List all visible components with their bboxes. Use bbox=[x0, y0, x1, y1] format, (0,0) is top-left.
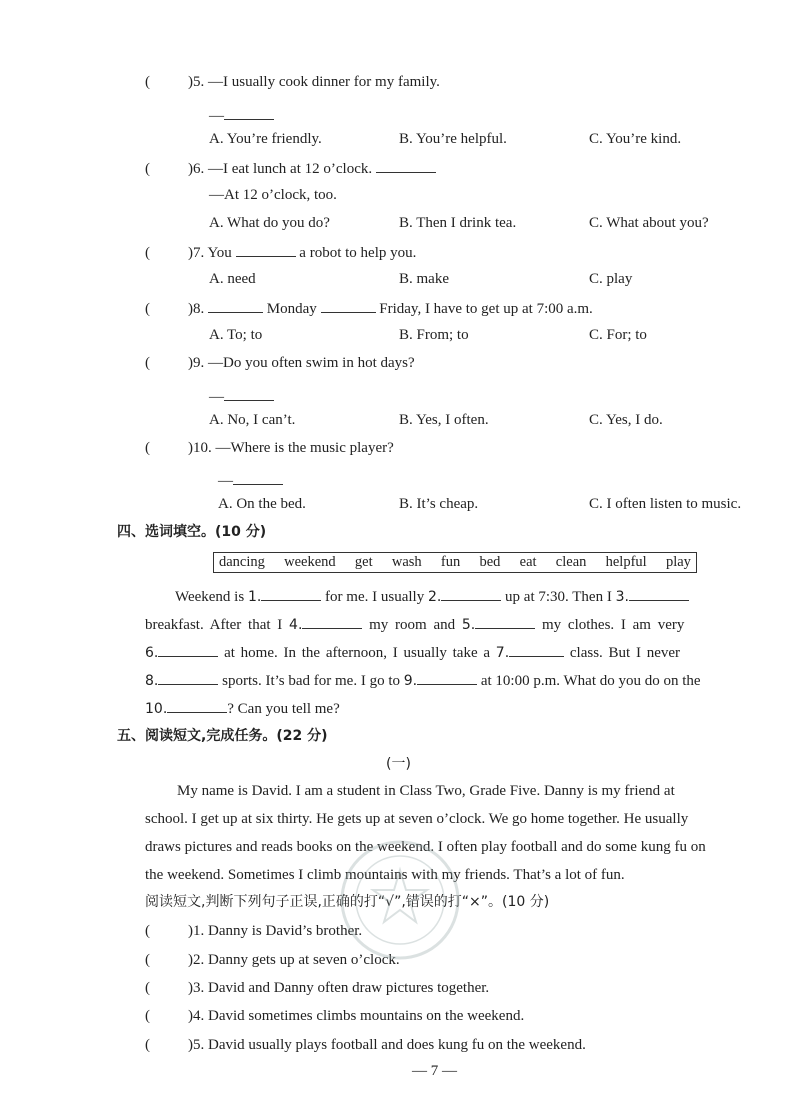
q-stem: —I eat lunch at 12 o’clock. bbox=[208, 161, 373, 177]
question-7: ( )7. You a robot to help you. bbox=[145, 242, 416, 262]
cloze-blank[interactable] bbox=[417, 670, 477, 685]
option-a: A. No, I can’t. bbox=[209, 412, 296, 428]
cloze-blank[interactable] bbox=[629, 586, 689, 601]
tf-item: ( )4. David sometimes climbs mountains on the weekend. bbox=[145, 1008, 525, 1024]
part-label: (一) bbox=[386, 756, 411, 772]
option-b: B. It’s cheap. bbox=[399, 496, 479, 512]
option-a: A. What do you do? bbox=[209, 215, 330, 231]
word-bank-item: dancing bbox=[219, 554, 265, 570]
question-5 bbox=[145, 73, 440, 91]
option-c: C. play bbox=[589, 271, 633, 287]
answer-blank[interactable] bbox=[236, 242, 296, 257]
cloze-blank[interactable] bbox=[509, 642, 564, 657]
reply-line: — bbox=[209, 386, 274, 406]
option-b: B. Then I drink tea. bbox=[399, 215, 517, 231]
reply-line: —At 12 o’clock, too. bbox=[209, 187, 337, 203]
cloze-line-5: 10. ? Can you tell me? bbox=[145, 698, 340, 718]
option-c: C. For; to bbox=[589, 327, 647, 343]
passage-line: school. I get up at six thirty. He gets up at seven o’clock. We go home together. He usually bbox=[145, 811, 689, 827]
q-stem: —Do you often swim in hot days? bbox=[208, 355, 415, 371]
paren: ( bbox=[145, 74, 150, 90]
answer-blank[interactable] bbox=[376, 158, 436, 173]
word-bank-item: get bbox=[354, 554, 373, 570]
cloze-blank[interactable] bbox=[475, 614, 535, 629]
section-4-title: 四、选词填空。(10 分) bbox=[117, 524, 267, 540]
word-bank-item: weekend bbox=[284, 554, 336, 570]
option-a: A. On the bed. bbox=[218, 496, 306, 512]
option-c: C. You’re kind. bbox=[589, 131, 682, 147]
q-num: )5. bbox=[188, 74, 205, 90]
word-bank-item: bed bbox=[479, 554, 501, 570]
tf-item: ( )1. Danny is David’s brother. bbox=[145, 923, 363, 939]
option-b: B. From; to bbox=[399, 327, 469, 343]
question-10: ( )10. —Where is the music player? bbox=[145, 440, 394, 456]
tf-item: ( )3. David and Danny often draw pictures together. bbox=[145, 980, 490, 996]
question-9: ( )9. —Do you often swim in hot days? bbox=[145, 355, 415, 371]
cloze-line-4: 8. sports. It’s bad for me. I go to 9. at 10:00 p.m. What do you do on the bbox=[145, 670, 701, 690]
option-b: B. Yes, I often. bbox=[399, 412, 489, 428]
word-bank bbox=[213, 552, 697, 573]
passage-line: the weekend. Sometimes I climb mountains with my friends. That’s a lot of fun. bbox=[145, 867, 625, 883]
passage-line: draws pictures and reads books on the weekend. I often play football and do some kung fu on bbox=[145, 839, 706, 855]
option-b: B. You’re helpful. bbox=[399, 131, 507, 147]
tf-item: ( )2. Danny gets up at seven o’clock. bbox=[145, 952, 400, 968]
option-b: B. make bbox=[399, 271, 449, 287]
answer-blank[interactable] bbox=[233, 470, 283, 485]
tf-item: ( )5. David usually plays football and does kung fu on the weekend. bbox=[145, 1037, 586, 1053]
cloze-blank[interactable] bbox=[261, 586, 321, 601]
cloze-blank[interactable] bbox=[158, 670, 218, 685]
passage-line: My name is David. I am a student in Class Two, Grade Five. Danny is my friend at bbox=[177, 783, 675, 799]
instruction: 阅读短文,判断下列句子正误,正确的打“√”,错误的打“×”。(10 分) bbox=[145, 894, 550, 910]
q-stem: —I usually cook dinner for my family. bbox=[208, 74, 440, 90]
word-bank-item: eat bbox=[519, 554, 537, 570]
cloze-line-3: 6. at home. In the afternoon, I usually take a 7. class. But I never bbox=[145, 642, 680, 662]
answer-blank[interactable] bbox=[208, 298, 263, 313]
option-a: A. You’re friendly. bbox=[209, 131, 322, 147]
option-c: C. What about you? bbox=[589, 215, 709, 231]
option-c: C. Yes, I do. bbox=[589, 412, 663, 428]
word-bank-item: play bbox=[665, 554, 691, 570]
question-8: ( )8. Monday Friday, I have to get up at 7:00 a.m. bbox=[145, 298, 593, 318]
reply-line: — bbox=[209, 105, 274, 125]
cloze-blank[interactable] bbox=[441, 586, 501, 601]
cloze-blank[interactable] bbox=[158, 642, 218, 657]
q-stem: —Where is the music player? bbox=[215, 440, 394, 456]
option-c: C. I often listen to music. bbox=[589, 496, 742, 512]
page-number: — 7 — bbox=[412, 1063, 457, 1079]
cloze-blank[interactable] bbox=[302, 614, 362, 629]
answer-blank[interactable] bbox=[224, 105, 274, 120]
section-5-title: 五、阅读短文,完成任务。(22 分) bbox=[117, 728, 328, 744]
cloze-blank[interactable] bbox=[167, 698, 227, 713]
stamp-watermark-icon bbox=[330, 830, 470, 970]
cloze-line-1: Weekend is 1. for me. I usually 2. up at 7:30. Then I 3. bbox=[175, 586, 689, 606]
word-bank-item: helpful bbox=[605, 554, 647, 570]
answer-blank[interactable] bbox=[321, 298, 376, 313]
word-bank-item: fun bbox=[440, 554, 461, 570]
word-bank-item: wash bbox=[391, 554, 422, 570]
reply-line: — bbox=[218, 470, 283, 490]
question-6: ( )6. —I eat lunch at 12 o’clock. bbox=[145, 158, 436, 178]
word-bank-item: clean bbox=[555, 554, 587, 570]
option-a: A. need bbox=[209, 271, 256, 287]
answer-blank[interactable] bbox=[224, 386, 274, 401]
cloze-line-2: breakfast. After that I 4. my room and 5. my clothes. I am very bbox=[145, 614, 684, 634]
option-a: A. To; to bbox=[209, 327, 263, 343]
